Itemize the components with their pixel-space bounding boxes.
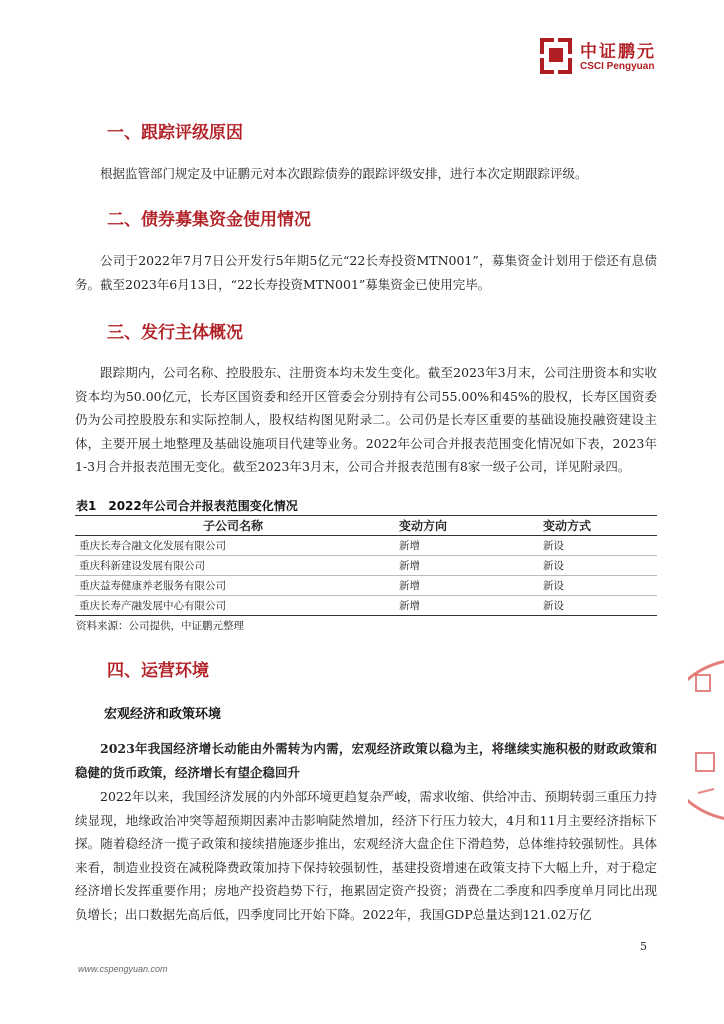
footer-website: www.cspengyuan.com [78, 964, 168, 974]
subsidiary-name-cell: 重庆长寿产融发展中心有限公司 [75, 596, 391, 616]
section-heading-operating-environment: 四、运营环境 [107, 661, 209, 681]
table-row [75, 556, 657, 576]
column-header-subsidiary: 子公司名称 [75, 516, 391, 536]
direction-cell: 新增 [391, 536, 529, 556]
method-cell: 新设 [529, 536, 657, 556]
subsidiary-name-cell: 重庆科新建设发展有限公司 [75, 556, 391, 576]
table-caption: 表1 2022年公司合并报表范围变化情况 [76, 499, 298, 513]
column-header-direction: 变动方向 [391, 516, 529, 536]
method-cell: 新设 [529, 576, 657, 596]
red-seal-stamp [688, 655, 724, 825]
logo-mark-icon [538, 36, 574, 76]
rating-reason-paragraph: 根据监管部门规定及中证鹏元对本次跟踪债券的跟踪评级安排，进行本次定期跟踪评级。 [100, 166, 588, 181]
section-heading-rating-reason: 一、跟踪评级原因 [107, 123, 243, 143]
fund-usage-paragraph: 公司于2022年7月7日公开发行5年期5亿元“22长寿投资MTN001”，募集资金计划用于偿还有息债务。截至2023年6月13日，“22长寿投资MTN001”募集资金已使用完毕。 [75, 253, 657, 292]
logo-chinese-text: 中证鹏元 [580, 42, 656, 62]
macro-detail-paragraph: 2022年以来，我国经济发展的内外部环境更趋复杂严峻，需求收缩、供给冲击、预期转弱三重压力持续显现，地缘政治冲突等超预期因素冲击影响陡然增加，经济下行压力较大，4月和11月主要经济指标下探。随着稳经济一揽子政策和接续措施逐步推出，宏观经济大盘企住下滑趋势，总体维持较强韧性。具体来看，制造业投资在减税降费政策加持下保持较强韧性，基建投资增速在政策支持下大幅上升，对于稳定经济增长发挥重要作用；房地产投资趋势下行，拖累固定资产投资；消费在二季度和四季度单月同比出现负增长；出口数据先高后低，四季度同比开始下降。2022年，我国GDP总量达到121.02万亿 [75, 789, 657, 922]
subsection-heading-macro: 宏观经济和政策环境 [104, 707, 222, 722]
subsidiary-name-cell: 重庆长寿合融文化发展有限公司 [75, 536, 391, 556]
subsidiary-name-cell: 重庆益寿健康养老服务有限公司 [75, 576, 391, 596]
macro-summary-bold-paragraph: 2023年我国经济增长动能由外需转为内需，宏观经济政策以稳为主，将继续实施积极的财政政策和稳健的货币政策，经济增长有望企稳回升 [75, 741, 657, 780]
section-heading-fund-usage: 二、债券募集资金使用情况 [107, 210, 311, 230]
column-header-method: 变动方式 [529, 516, 657, 536]
company-logo [538, 36, 698, 78]
page-number: 5 [640, 940, 647, 953]
consolidation-change-table [75, 515, 657, 616]
direction-cell: 新增 [391, 596, 529, 616]
direction-cell: 新增 [391, 576, 529, 596]
table-row [75, 576, 657, 596]
issuer-overview-paragraph: 跟踪期内，公司名称、控股股东、注册资本均未发生变化。截至2023年3月末，公司注册资本和实收资本均为50.00亿元，长寿区国资委和经开区管委会分别持有公司55.00%和45%的股权，长寿区国资委仍为公司控股股东和实际控制人，股权结构图见附录二。公司仍是长寿区重要的基础设施投融资建设主体，主要开展土地整理及基础设施项目代建等业务。2022年公司合并报表范围变化情况如下表，2023年1-3月合并报表范围无变化。截至2023年3月末，公司合并报表范围有8家一级子公司，详见附录四。 [75, 365, 657, 474]
direction-cell: 新增 [391, 556, 529, 576]
logo-english-text: CSCI Pengyuan [580, 61, 655, 72]
table-source-note: 资料来源：公司提供，中证鹏元整理 [76, 620, 244, 632]
table-header-row [75, 516, 657, 536]
table-row [75, 596, 657, 616]
method-cell: 新设 [529, 556, 657, 576]
section-heading-issuer-overview: 三、发行主体概况 [107, 323, 243, 343]
table-row [75, 536, 657, 556]
method-cell: 新设 [529, 596, 657, 616]
